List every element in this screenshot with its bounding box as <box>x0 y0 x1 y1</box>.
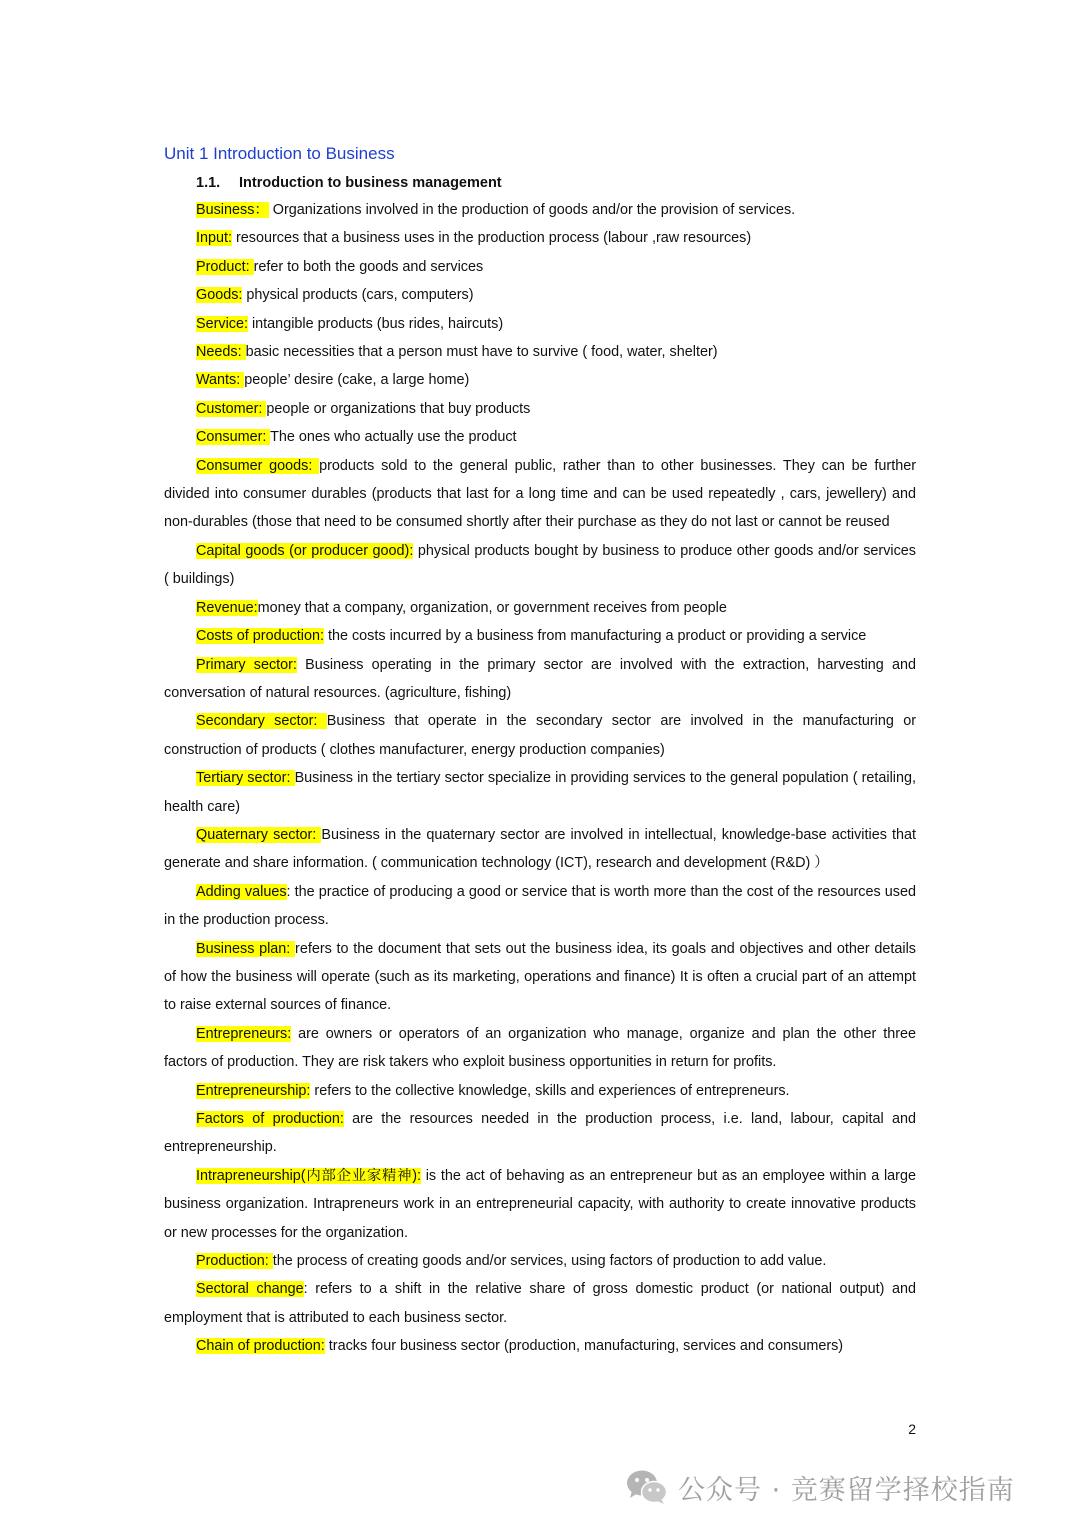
term: Quaternary sector: <box>196 826 322 843</box>
definition-tertiary-sector <box>164 764 916 821</box>
definition: Organizations involved in the production of goods and/or the provision of services. <box>268 202 796 218</box>
term: Needs: <box>196 344 246 361</box>
term: Entrepreneurs: <box>196 1025 292 1042</box>
definition-business-plan <box>164 935 916 1020</box>
term: Secondary sector: <box>196 713 327 730</box>
page-number: 2 <box>908 1421 916 1437</box>
definition: : the practice of producing a good or service that is worth more than the cost of the resources used in the production process. <box>164 883 916 929</box>
definition-customer <box>164 395 916 423</box>
definition: physical products bought by business to produce other goods and/or services ( buildings) <box>164 542 916 588</box>
definition-revenue <box>164 594 916 622</box>
definition-primary-sector <box>164 651 916 708</box>
unit-title: Unit 1 Introduction to Business <box>164 144 395 163</box>
definition-entrepreneurs <box>164 1020 916 1077</box>
definition: are owners or operators of an organization who manage, organize and plan the other three factors of production. They are risk takers who exploit business opportunities in return for profits. <box>164 1025 916 1071</box>
definition: is the act of behaving as an entrepreneur but as an employee within a large business organization. Intrapreneurs work in an entrepreneurial capacity, with authority to create innovative products or new processes for the organization. <box>164 1167 916 1241</box>
definition-factors-of-production <box>164 1105 916 1162</box>
definitions-list <box>164 196 916 1361</box>
definition-entrepreneurship <box>164 1077 916 1105</box>
definition-secondary-sector <box>164 707 916 764</box>
definition: products sold to the general public, rather than to other businesses. They can be further divided into consumer durables (products that last for a long time and can be used repeatedly , cars, jewellery) and non-durables (those that need to be consumed shortly after their purchase as they do not last or cannot be reused <box>164 457 916 531</box>
definition: basic necessities that a person must have to survive ( food, water, shelter) <box>245 344 718 361</box>
definition-consumer <box>164 423 916 451</box>
term: Capital goods (or producer good): <box>196 542 414 559</box>
term: Customer: <box>196 400 267 417</box>
definition-needs <box>164 338 916 366</box>
definition-capital-goods <box>164 537 916 594</box>
term: Tertiary sector: <box>196 770 295 787</box>
term: Adding values <box>196 883 287 900</box>
definition-consumer-goods <box>164 452 916 537</box>
definition-product <box>164 253 916 281</box>
term: Factors of production: <box>196 1111 344 1127</box>
term: Consumer: <box>196 429 271 446</box>
term: Product: <box>196 258 254 275</box>
definition: Business in the quaternary sector are involved in intellectual, knowledge-base activities that generate and share information. ( communication technology (ICT), research and development (R&D) ） <box>164 826 917 872</box>
definition-service <box>164 310 916 338</box>
definition-chain-of-production <box>164 1332 916 1360</box>
term: Costs of production: <box>196 628 324 645</box>
definition: Business that operate in the secondary sector are involved in the manufacturing or construction of products ( clothes manufacturer, energy production companies) <box>164 713 916 758</box>
definition: intangible products (bus rides, haircuts) <box>247 315 504 332</box>
definition: refers to the document that sets out the business idea, its goals and objectives and other details of how the business will operate (such as its marketing, operations and finance) It is often a crucial part of an attempt to raise external sources of finance. <box>164 940 917 1014</box>
definition: refer to both the goods and services <box>253 258 484 275</box>
term: Goods: <box>196 287 243 304</box>
definition-input <box>164 224 916 252</box>
term: Primary sector: <box>196 656 297 673</box>
term: Intrapreneurship(内部企业家精神): <box>196 1167 421 1184</box>
definition: people or organizations that buy products <box>266 400 531 417</box>
definition-wants <box>164 366 916 394</box>
definition: physical products (cars, computers) <box>242 287 474 304</box>
term: Wants: <box>196 372 245 389</box>
watermark-text: 公众号 · 竞赛留学择校指南 <box>678 1474 1015 1506</box>
definition: Business operating in the primary sector are involved with the extraction, harvesting and conversation of natural resources. (agriculture, fishing) <box>164 656 916 701</box>
term: Chain of production: <box>196 1338 325 1355</box>
definition: Business in the tertiary sector specialize in providing services to the general population ( retailing, health care) <box>164 770 917 815</box>
definition: : refers to a shift in the relative share of gross domestic product (or national output) and employment that is attributed to each business sector. <box>164 1281 916 1326</box>
term: Business plan: <box>196 940 296 957</box>
definition-business <box>164 196 916 224</box>
term: Service: <box>196 315 248 332</box>
definition-adding-values <box>164 878 916 935</box>
definition: the costs incurred by a business from manufacturing a product or providing a service <box>323 628 867 645</box>
term: Production: <box>196 1253 273 1270</box>
definition: people’ desire (cake, a large home) <box>244 372 470 389</box>
definition: refers to the collective knowledge, skills and experiences of entrepreneurs. <box>310 1082 790 1099</box>
section-heading <box>196 173 502 193</box>
definition: the process of creating goods and/or services, using factors of production to add value. <box>272 1253 827 1270</box>
definition-sectoral-change <box>164 1275 916 1332</box>
definition: tracks four business sector (production, manufacturing, services and consumers) <box>324 1338 844 1355</box>
term: Consumer goods: <box>196 457 320 474</box>
term: Revenue: <box>196 599 258 616</box>
definition: money that a company, organization, or government receives from people <box>257 599 727 616</box>
watermark <box>626 1467 1015 1507</box>
definition: resources that a business uses in the production process (labour ,raw resources) <box>232 230 752 247</box>
term: Business： <box>196 202 269 218</box>
definition-costs-of-production <box>164 622 916 650</box>
definition-quaternary-sector <box>164 821 916 878</box>
section-number: 1.1. <box>196 175 221 191</box>
definition-intrapreneurship <box>164 1162 916 1247</box>
term: Entrepreneurship: <box>196 1082 311 1099</box>
definition: are the resources needed in the production process, i.e. land, labour, capital and entrepreneurship. <box>164 1111 916 1156</box>
section-title: Introduction to business management <box>239 175 502 191</box>
term: Sectoral change <box>196 1281 304 1298</box>
term: Input: <box>196 230 233 247</box>
definition-production <box>164 1247 916 1275</box>
definition: The ones who actually use the product <box>270 429 517 446</box>
definition-goods <box>164 281 916 309</box>
wechat-icon <box>626 1469 668 1505</box>
